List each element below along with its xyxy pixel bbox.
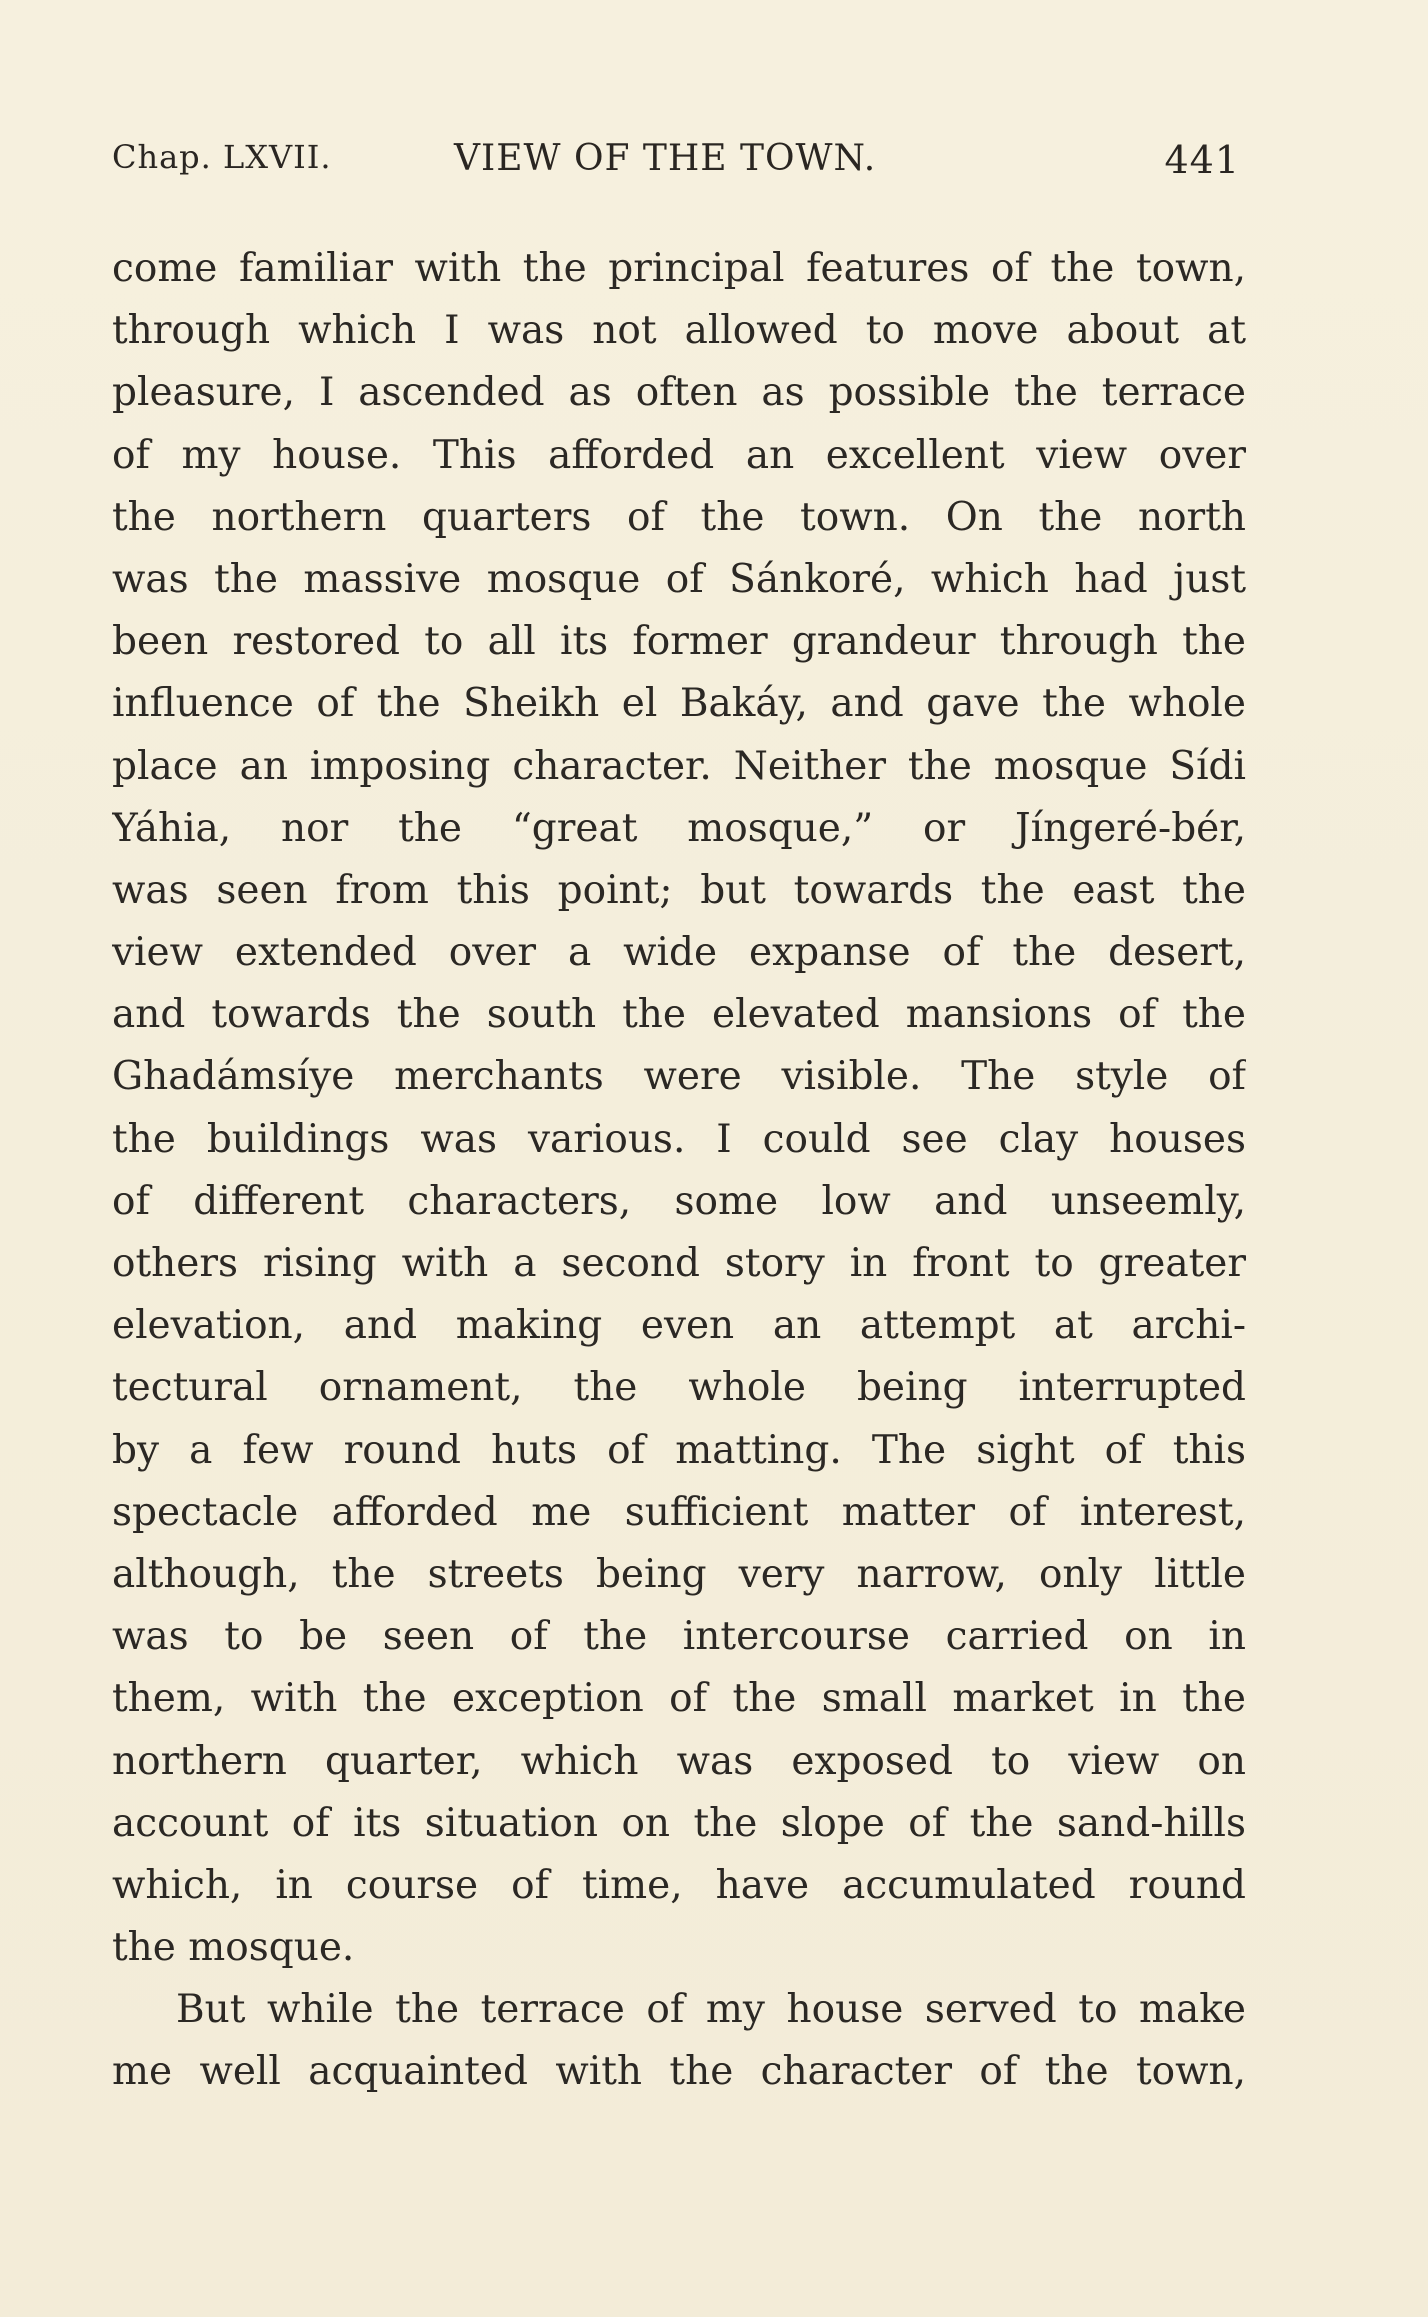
- text-line: the buildings was various. I could see clay houses: [112, 1116, 1246, 1162]
- header-title: VIEW OF THE TOWN.: [454, 138, 877, 179]
- text-line: was seen from this point; but towards the east the: [112, 867, 1246, 913]
- chapter-label: Chap. LXVII.: [112, 138, 332, 176]
- text-line: the northern quarters of the town. On the north: [112, 494, 1246, 540]
- text-line: was the massive mosque of Sánkoré, which had just: [112, 556, 1246, 602]
- body-text: [112, 238, 1246, 2104]
- text-line: account of its situation on the slope of the sand-hills: [112, 1800, 1246, 1846]
- text-line: view extended over a wide expanse of the desert,: [112, 930, 1246, 976]
- text-line: Yáhia, nor the “great mosque,” or Jíngeré-bér,: [112, 805, 1246, 851]
- paragraph-end-line: the mosque.: [112, 1925, 355, 1971]
- text-line: northern quarter, which was exposed to view on: [112, 1738, 1246, 1784]
- text-line: come familiar with the principal features of the town,: [112, 246, 1246, 291]
- text-line: me well acquainted with the character of the town,: [112, 2049, 1246, 2095]
- text-line: others rising with a second story in front to greater: [112, 1241, 1246, 1286]
- text-line: was to be seen of the intercourse carried on in: [112, 1614, 1246, 1660]
- text-line: tectural ornament, the whole being interrupted: [112, 1365, 1246, 1411]
- text-line: although, the streets being very narrow, only little: [112, 1551, 1246, 1597]
- text-line: by a few round huts of matting. The sight of this: [112, 1427, 1246, 1473]
- text-line: them, with the exception of the small market in the: [112, 1676, 1246, 1722]
- text-line: of different characters, some low and unseemly,: [112, 1178, 1246, 1224]
- text-line: been restored to all its former grandeur through the: [112, 619, 1246, 665]
- page-number: 441: [1164, 138, 1240, 182]
- text-line: Ghadámsíye merchants were visible. The style of: [112, 1054, 1246, 1100]
- text-line: through which I was not allowed to move about at: [112, 308, 1246, 354]
- running-header: [112, 138, 1240, 198]
- text-line: place an imposing character. Neither the mosque Sídi: [112, 743, 1246, 789]
- text-line: influence of the Sheikh el Bakáy, and gave the whole: [112, 681, 1246, 727]
- text-line: which, in course of time, have accumulated round: [112, 1862, 1246, 1908]
- text-line: spectacle afforded me sufficient matter of interest,: [112, 1489, 1246, 1535]
- text-line: pleasure, I ascended as often as possible the terrace: [112, 370, 1246, 416]
- paragraph-start-line: But while the terrace of my house served to make: [176, 1987, 1246, 2033]
- text-line: elevation, and making even an attempt at archi-: [112, 1303, 1246, 1349]
- text-line: and towards the south the elevated mansions of the: [112, 992, 1246, 1038]
- text-line: of my house. This afforded an excellent view over: [112, 432, 1246, 478]
